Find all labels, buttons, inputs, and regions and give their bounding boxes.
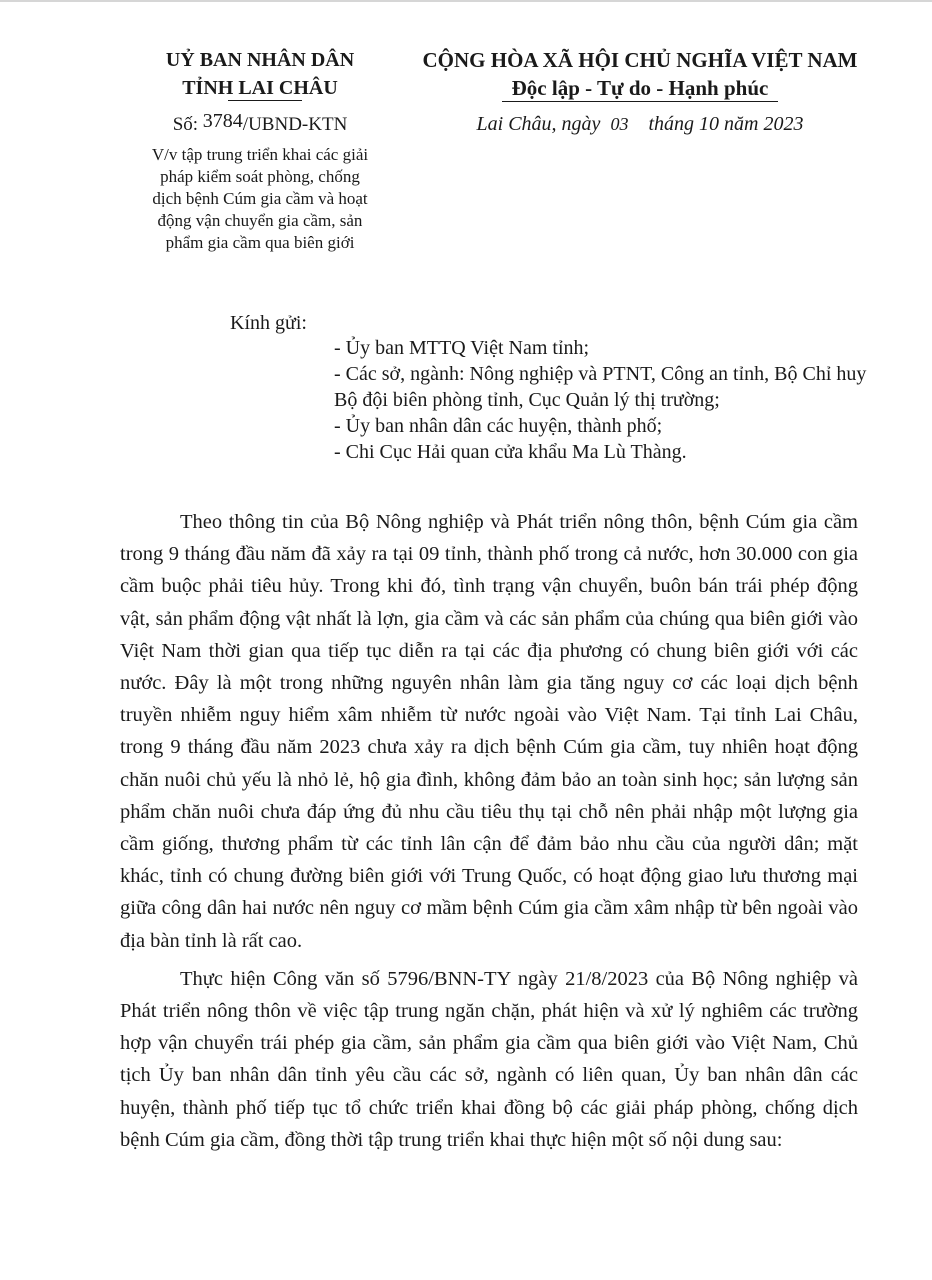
national-title: CỘNG HÒA XÃ HỘI CHỦ NGHĨA VIỆT NAM [422,48,858,72]
subject-line: V/v tập trung triển khai các giải [151,145,369,164]
subject-line: phẩm gia cầm qua biên giới [165,233,355,252]
place-date-prefix: Lai Châu, ngày [476,113,601,135]
document-number [120,110,400,139]
recipient-item: - Ủy ban nhân dân các huyện, thành phố; [334,415,663,437]
document-number-value: 3784 [202,110,243,132]
page-top-edge [0,0,932,2]
recipient-item: - Các sở, ngành: Nông nghiệp và PTNT, Công an tỉnh, Bộ Chỉ huy Bộ đội biên phòng tỉnh, Cục Quản lý thị trường; [334,363,867,411]
body-paragraph: Theo thông tin của Bộ Nông nghiệp và Phát triển nông thôn, bệnh Cúm gia cầm trong 9 tháng đầu năm đã xảy ra tại 09 tỉnh, thành phố trong cả nước, hơn 30.000 con gia cầm buộc phải tiêu hủy. Trong khi đó, tình trạng vận chuyển, buôn bán trái phép động vật, sản phẩm động vật nhất là lợn, gia cầm và các sản phẩm của chúng qua biên giới vào Việt Nam thời gian qua tiếp tục diễn ra tại các địa phương có chung biên giới với các nước. Đây là một trong những nguyên nhân làm gia tăng nguy cơ các loại dịch bệnh truyền nhiễm nguy hiểm xâm nhiễm từ nước ngoài vào Việt Nam. Tại tỉnh Lai Châu, trong 9 tháng đầu năm 2023 chưa xảy ra dịch bệnh Cúm gia cầm, tuy nhiên hoạt động chăn nuôi chủ yếu là nhỏ lẻ, hộ gia đình, không đảm bảo an toàn sinh học; sản lượng sản phẩm chăn nuôi chưa đáp ứng đủ nhu cầu tiêu thụ tại chỗ nên phải nhập một lượng gia cầm giống, thương phẩm từ các tỉnh lân cận để đảm bảo nhu cầu của người dân; mặt khác, tỉnh có chung đường biên giới với Trung Quốc, có hoạt động giao lưu thương mại giữa công dân hai nước nên nguy cơ mầm bệnh Cúm gia cầm xâm nhập từ bên ngoài vào địa bàn tỉnh là rất cao. [120,511,858,952]
date-month-label: tháng [648,113,694,135]
subject-line: pháp kiểm soát phòng, chống [160,167,360,186]
recipient-item: - Chi Cục Hải quan cửa khẩu Ma Lù Thàng. [334,441,687,463]
document-number-suffix: /UBND-KTN [242,114,348,135]
document-number-prefix: Số: [172,114,199,135]
recipients-list [334,335,874,465]
motto-underline [502,101,778,102]
date-month: 10 [699,113,719,135]
date-year: năm 2023 [724,113,804,135]
subject-line: động vận chuyển gia cầm, sản [157,211,363,230]
issuing-body-underline [228,100,302,101]
issuing-body-line1: UỶ BAN NHÂN DÂN [165,49,355,71]
date-day: 03 [610,114,629,134]
place-and-date [410,110,870,138]
document-subject [120,144,400,254]
document-body [120,506,858,1156]
body-paragraph: Thực hiện Công văn số 5796/BNN-TY ngày 21/8/2023 của Bộ Nông nghiệp và Phát triển nông thôn về việc tập trung ngăn chặn, phát hiện và xử lý nghiêm các trường hợp vận chuyển trái phép gia cầm, sản phẩm gia cầm qua biên giới vào Việt Nam, Chủ tịch Ủy ban nhân dân tỉnh yêu cầu các sở, ngành có liên quan, Ủy ban nhân dân các huyện, thành phố tiếp tục tổ chức triển khai đồng bộ các giải pháp phòng, chống dịch bệnh Cúm gia cầm, đồng thời tập trung triển khai thực hiện một số nội dung sau: [120,967,858,1151]
subject-line: dịch bệnh Cúm gia cầm và hoạt [152,189,368,208]
national-motto: Độc lập - Tự do - Hạnh phúc [511,76,769,100]
recipient-item: - Ủy ban MTTQ Việt Nam tỉnh; [334,337,590,359]
recipients-label: Kính gửi: [230,312,307,334]
issuing-body-line2: TỈNH LAI CHÂU [182,77,338,99]
